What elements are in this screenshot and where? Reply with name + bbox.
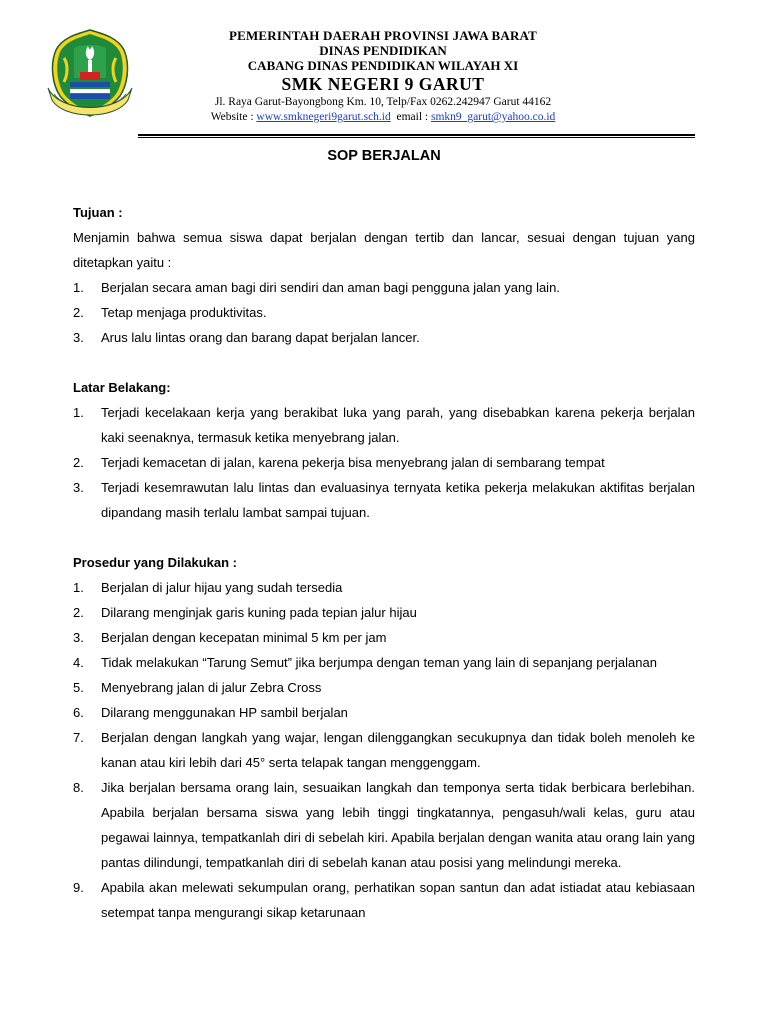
list-item: 2. Dilarang menginjak garis kuning pada tepian jalur hijau (73, 605, 417, 620)
latar-belakang-list (73, 400, 695, 525)
list-item: 1. Berjalan secara aman bagi diri sendiri dan aman bagi pengguna jalan yang lain. (73, 280, 560, 295)
contact-line (168, 110, 598, 125)
list-item: 8. Jika berjalan bersama orang lain, sesuaikan langkah dan temponya serta tidak berbicara berlebihan. Apabila berjalan bersama siswa yang lebih tinggi tingkatannya, pengasuh/wali kelas, guru atau pegawai lainnya, tempatkanlah diri di sebelah kiri. Apabila berjalan dengan wanita atau orang lain yang pantas dilindungi, tempatkanlah diri di sebelah kanan atau posisi yang melindungi mereka. (73, 780, 695, 870)
document-body (73, 200, 695, 925)
header-divider-thin (138, 137, 695, 138)
list-item: 1. Berjalan di jalur hijau yang sudah tersedia (73, 580, 343, 595)
email-label: email : (390, 111, 431, 123)
list-item: 3. Berjalan dengan kecepatan minimal 5 km per jam (73, 630, 387, 645)
school-name: SMK NEGERI 9 GARUT (281, 74, 485, 94)
prosedur-list (73, 575, 695, 925)
jawa-barat-emblem-icon (44, 28, 136, 122)
government-line: PEMERINTAH DAERAH PROVINSI JAWA BARAT (228, 28, 538, 43)
list-item: 4. Tidak melakukan “Tarung Semut” jika berjumpa dengan teman yang lain di sepanjang perjalanan (73, 655, 657, 670)
list-item: 2. Tetap menjaga produktivitas. (73, 305, 267, 320)
tujuan-list (73, 275, 695, 350)
header-divider-thick (138, 134, 695, 136)
list-item: 2. Terjadi kemacetan di jalan, karena pekerja bisa menyebrang jalan di sembarang tempat (73, 455, 605, 470)
tujuan-intro: Menjamin bahwa semua siswa dapat berjalan dengan tertib dan lancar, sesuai dengan tujuan yang ditetapkan yaitu : (73, 230, 695, 270)
prosedur-heading: Prosedur yang Dilakukan : (73, 555, 237, 570)
list-item: 1. Terjadi kecelakaan kerja yang berakibat luka yang parah, yang disebabkan karena pekerja berjalan kaki seenaknya, termasuk ketika menyebrang jalan. (73, 405, 695, 445)
letterhead (168, 28, 598, 125)
list-item: 3. Terjadi kesemrawutan lalu lintas dan evaluasinya ternyata ketika pekerja melakukan aktifitas berjalan dipandang masih terlalu lambat sampai tujuan. (73, 480, 695, 520)
document-title: SOP BERJALAN (327, 148, 441, 164)
latar-belakang-heading: Latar Belakang: (73, 380, 171, 395)
department-line: DINAS PENDIDIKAN (319, 43, 447, 58)
address-line: Jl. Raya Garut-Bayongbong Km. 10, Telp/Fax 0262.242947 Garut 44162 (214, 96, 552, 108)
email-link[interactable]: smkn9_garut@yahoo.co.id (431, 111, 556, 123)
list-item: 3. Arus lalu lintas orang dan barang dapat berjalan lancer. (73, 330, 420, 345)
website-link[interactable]: www.smknegeri9garut.sch.id (256, 111, 391, 123)
list-item: 5. Menyebrang jalan di jalur Zebra Cross (73, 680, 322, 695)
branch-line: CABANG DINAS PENDIDIKAN WILAYAH XI (247, 58, 519, 73)
list-item: 9. Apabila akan melewati sekumpulan orang, perhatikan sopan santun dan adat istiadat atau kebiasaan setempat tanpa mengurangi sikap ketarunaan (73, 880, 695, 920)
list-item: 7. Berjalan dengan langkah yang wajar, lengan dilenggangkan secukupnya dan tidak boleh menoleh ke kanan atau kiri lebih dari 45° serta telapak tangan menggenggam. (73, 730, 695, 770)
website-label: Website : (210, 111, 257, 123)
list-item: 6. Dilarang menggunakan HP sambil berjalan (73, 705, 348, 720)
tujuan-heading: Tujuan : (73, 205, 123, 220)
